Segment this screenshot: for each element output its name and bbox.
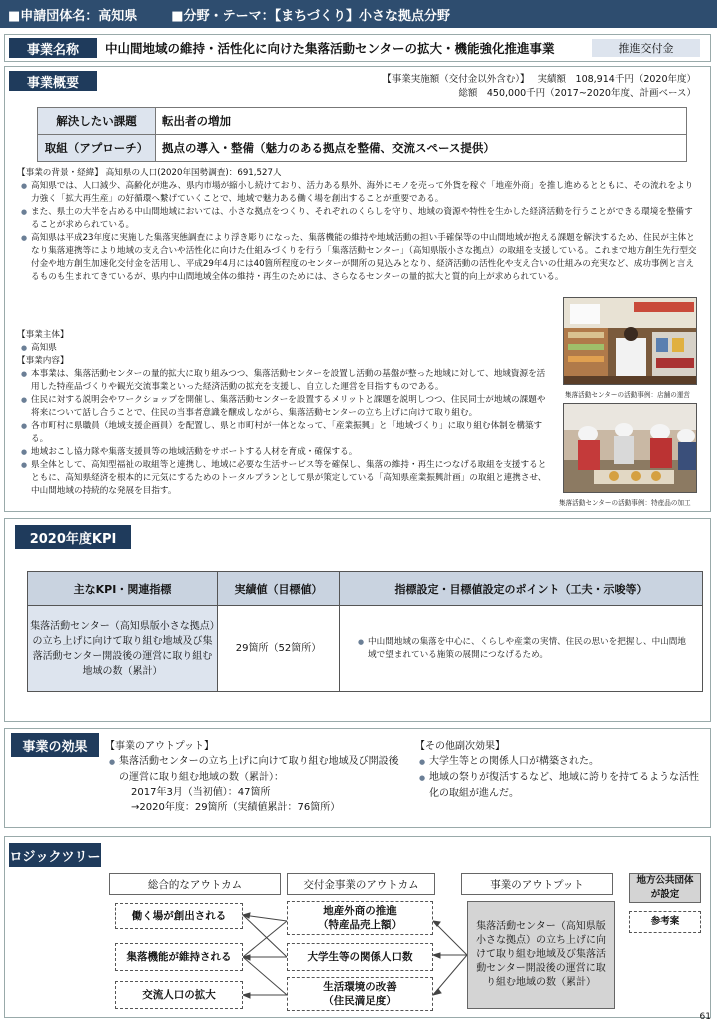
col-header-outcome: 総合的なアウトカム (109, 873, 281, 895)
kpi-table (27, 571, 703, 692)
issue-label: 解決したい課題 (38, 108, 156, 135)
list-item: ● 住民に対する説明会やワークショップを開催し、集落活動センターを設置するメリットと課題を説明しつつ、住民同士が地域の課題や将来について話し合うことで、住民の当事者意識を醸成しながら、集落活動センターの立ち上げに向けて取り組む。 (17, 394, 547, 420)
kpi-header-value: 実績値（目標値） (218, 572, 340, 606)
table-row (28, 606, 703, 692)
issue-approach-table (37, 107, 687, 162)
col-header-grant-outcome: 交付金事業のアウトカム (287, 873, 435, 895)
effects-panel (4, 728, 711, 828)
project-name-tag: 事業名称 (9, 38, 97, 58)
outcome-box: 働く場が創出される (115, 903, 243, 929)
list-item: ● 各市町村に県職員（地域支援企画員）を配置し、県と市町村が一体となって、「産業振興」と「地域づくり」に取り組む体制を構築する。 (17, 420, 547, 446)
kpi-panel (4, 518, 711, 722)
list-item: ● また、県土の大半を占める中山間地域においては、小さな拠点をつくり、それぞれのくらしを守り、地域の資源や特性を生かした経済活動を行うことができる環境を整備することが求められている。 (17, 206, 697, 232)
list-item: ● 大学生等との関係人口が構築された。 (415, 754, 705, 770)
background-section (17, 167, 697, 284)
output-box: 集落活動センター（高知県版小さな拠点）の立ち上げに向けて取り組む地域及び集落活動センター開設後の運営に取り組む地域の数（累計） (467, 901, 615, 1009)
budget-actual: 実績額 108,914千円（2020年度） (537, 74, 696, 85)
kpi-point (340, 606, 703, 692)
content-heading: 【事業内容】 (17, 356, 69, 366)
kpi-value: 29箇所（52箇所） (218, 606, 340, 692)
kpi-indicator: 集落活動センター（高知県版小さな拠点）の立ち上げに向けて取り組む地域及び集落活動センター開設後の運営に取り組む地域の数（累計） (28, 606, 218, 692)
budget-total: 総額 450,000千円（2017~2020年度、計画ベース） (458, 88, 696, 99)
project-title: 中山間地域の維持・活性化に向けた集落活動センターの拡大・機能強化推進事業 (105, 41, 555, 56)
table-row (38, 108, 687, 135)
kpi-point-text: ● 中山間地域の集落を中心に、くらしや産業の実情、住民の思いを把握し、中山間地域で望まれている施策の展開につなげるため。 (354, 636, 694, 662)
page-header (0, 0, 717, 28)
budget-info (382, 73, 696, 101)
grant-type-badge: 推進交付金 (592, 39, 700, 57)
budget-label: 【事業実施額（交付金以外含む）】 (382, 74, 530, 85)
background-heading: 【事業の背景・経緯】 高知県の人口(2020年国勢調査)：691,527人 (17, 168, 282, 178)
page-number: 61 (699, 1012, 711, 1022)
processing-photo (563, 403, 697, 493)
list-item: ● 高知県では、人口減少、高齢化が進み、県内市場が縮小し続けており、活力ある県外、海外にモノを売って外貨を稼ぐ「地産外商」を推し進めるとともに、その流れをより力強く「拡大再生産」の好循環へ繋げていくことで、地域で魅力ある働く場を創出することが重要である。 (17, 180, 697, 206)
output-heading: 【事業のアウトプット】 (105, 741, 214, 752)
other-effects-section (415, 739, 705, 801)
entity-heading: 【事業主体】 (17, 330, 69, 340)
grant-outcome-box: 大学生等の関係人口数 (287, 943, 433, 971)
applicant-label: ■申請団体名：高知県 (8, 8, 138, 24)
logic-tree-tag: ロジックツリー (9, 843, 101, 867)
kpi-tag: 2020年度KPI (15, 525, 131, 549)
table-header-row (28, 572, 703, 606)
approach-value: 拠点の導入・整備（魅力のある拠点を整備、交流スペース提供） (156, 135, 687, 162)
list-item: ● 地域の祭りが復活するなど、地域に誇りを持てるような活性化の取組が進んだ。 (415, 770, 705, 801)
list-item: ● 県全体として、高知型福祉の取組等と連携し、地域に必要な生活サービス等を確保し、集落の維持・再生につなげる取組を支援するとともに、高知県経済を根本的に元気にするためのトータルプランとして県が策定している「高知県産業振興計画」の取組と連携させ、中山間地域の持続的な発展を目指す。 (17, 459, 547, 498)
table-row (38, 135, 687, 162)
legend-local-gov: 地方公共団体 が設定 (629, 873, 701, 903)
list-item: ● 地域おこし協力隊や集落支援員等の地域活動をサポートする人材を育成・確保する。 (17, 446, 547, 459)
output-initial: 2017年3月（当初値）：47箇所 (131, 787, 271, 798)
list-item: ● 本事業は、集落活動センターの量的拡大に取り組みつつ、集落活動センターを設置し活動の基盤が整った地域に対して、地域資源を活用した特産品づくりや観光交流事業といった経済活動の拡充を支援し、自立した運営を目指すものである。 (17, 368, 547, 394)
logic-tree-panel (4, 836, 711, 1018)
output-section (105, 739, 405, 815)
grant-outcome-box: 生活環境の改善 （住民満足度） (287, 977, 433, 1011)
grant-outcome-box: 地産外商の推進 （特産品売上額） (287, 901, 433, 935)
output-item: ● 集落活動センターの立ち上げに向けて取り組む地域及び開設後の運営に取り組む地域の数（累計）： (105, 754, 405, 785)
theme-label: ■分野・テーマ：【まちづくり】小さな拠点分野 (171, 8, 450, 24)
entity-value: ● 高知県 (17, 342, 547, 355)
kpi-header-point: 指標設定・目標値設定のポイント（工夫・示唆等） (340, 572, 703, 606)
effects-tag: 事業の効果 (11, 733, 99, 757)
project-name-row (4, 34, 711, 62)
outcome-box: 集落機能が維持される (115, 943, 243, 971)
overview-tag: 事業概要 (9, 71, 97, 91)
processing-photo-caption: 集落活動センターの活動事例：特産品の加工 (559, 499, 691, 507)
shop-photo (563, 297, 697, 385)
approach-label: 取組（アプローチ） (38, 135, 156, 162)
shop-photo-caption: 集落活動センターの活動事例：店舗の運営 (565, 391, 691, 399)
other-heading: 【その他副次効果】 (415, 741, 505, 752)
legend-reference: 参考案 (629, 911, 701, 933)
overview-panel (4, 66, 711, 512)
issue-value: 転出者の増加 (156, 108, 687, 135)
outcome-box: 交流人口の拡大 (115, 981, 243, 1009)
content-section (17, 329, 547, 498)
output-result: →2020年度：29箇所（実績値累計：76箇所） (131, 802, 341, 813)
col-header-output: 事業のアウトプット (461, 873, 613, 895)
kpi-header-indicator: 主なKPI・関連指標 (28, 572, 218, 606)
list-item: ● 高知県は平成23年度に実施した集落実態調査により浮き彫りになった、集落機能の維持や地域活動の担い手確保等の中山間地域が抱える課題を解決するため、住民が主体となり集落連携等により地域の支え合いや活性化に向けた仕組みづくりを行う「集落活動センター」（高知県版小さな拠点）の取組を支援している。これまで地方創生先行型交付金や地方創生加速化交付金を活用し、平成29年4月には40箇所程度のセンターが開所の見込みとなり、経済活動の活性化や支え合いの仕組みの充実など、成功事例と言えるものも生まれてきているが、県内中山間地域全体の維持・再生のためには、さらなるセンターの量的拡大と質的向上が求められている。 (17, 232, 697, 284)
